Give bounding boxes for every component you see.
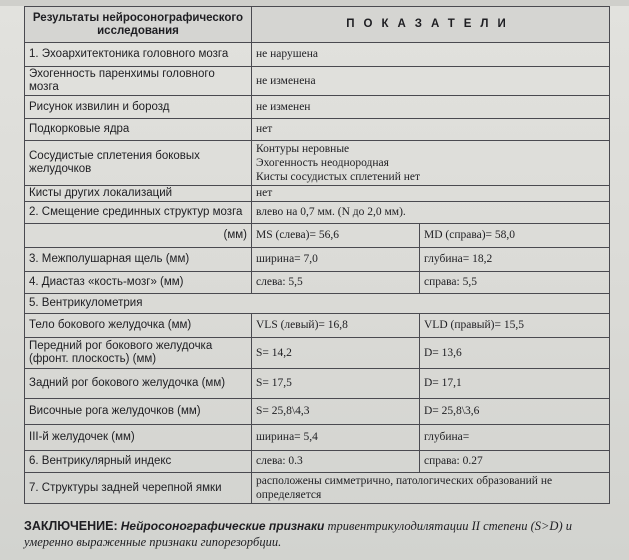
row-value-right: MD (справа)= 58,0 — [420, 224, 610, 248]
row-value-left: слева: 0.3 — [252, 451, 420, 473]
row-value: расположены симметрично, патологических образований не определяется — [252, 473, 610, 504]
table-row — [25, 96, 610, 119]
row-value: влево на 0,7 мм. (N до 2,0 мм). — [252, 202, 610, 224]
table-row — [25, 119, 610, 141]
neurosonography-results-table — [24, 6, 610, 504]
table-row — [25, 272, 610, 294]
row-value-left: VLS (левый)= 16,8 — [252, 314, 420, 338]
row-label: Передний рог бокового желудочка (фронт. плоскость) (мм) — [25, 338, 252, 369]
table-row — [25, 67, 610, 96]
row-label: 1. Эхоархитектоника головного мозга — [25, 43, 252, 67]
row-value-left: MS (слева)= 56,6 — [252, 224, 420, 248]
row-value-multiline — [252, 141, 610, 186]
row-label: Подкорковые ядра — [25, 119, 252, 141]
row-value-left: S= 25,8\4,3 — [252, 399, 420, 425]
row-value-right: VLD (правый)= 15,5 — [420, 314, 610, 338]
row-value: не нарушена — [252, 43, 610, 67]
table-row — [25, 369, 610, 399]
table-row — [25, 473, 610, 504]
row-label: III-й желудочек (мм) — [25, 425, 252, 451]
row-label: 2. Смещение срединных структур мозга — [25, 202, 252, 224]
row-value-left: ширина= 5,4 — [252, 425, 420, 451]
row-label: (мм) — [25, 224, 252, 248]
row-label: Кисты других локализаций — [25, 186, 252, 202]
table-row — [25, 314, 610, 338]
header-indicators-label: ПОКАЗАТЕЛИ — [252, 7, 610, 43]
row-label: 7. Структуры задней черепной ямки — [25, 473, 252, 504]
conclusion-text: тривентрикулодилятации II степени (S>D) и умеренно выраженные признаки гипорезорбции. — [24, 519, 572, 549]
table-row — [25, 451, 610, 473]
row-label: Тело бокового желудочка (мм) — [25, 314, 252, 338]
header-results-label: Результаты нейросонографического исследования — [25, 7, 252, 43]
row-value-right: глубина= 18,2 — [420, 248, 610, 272]
row-value-right: D= 13,6 — [420, 338, 610, 369]
row-value-left: ширина= 7,0 — [252, 248, 420, 272]
table-row — [25, 425, 610, 451]
value-line: Контуры неровные — [256, 143, 350, 155]
table-row — [25, 224, 610, 248]
table-row — [25, 186, 610, 202]
row-value-right: D= 25,8\3,6 — [420, 399, 610, 425]
table-row — [25, 294, 610, 314]
row-label: Височные рога желудочков (мм) — [25, 399, 252, 425]
row-value: не изменена — [252, 67, 610, 96]
value-line: Кисты сосудистых сплетений нет — [256, 171, 421, 183]
table-row — [25, 248, 610, 272]
table-row — [25, 338, 610, 369]
row-value-right: D= 17,1 — [420, 369, 610, 399]
table-header-row — [25, 7, 610, 43]
row-value-left: слева: 5,5 — [252, 272, 420, 294]
table-row — [25, 202, 610, 224]
row-label: 4. Диастаз «кость-мозг» (мм) — [25, 272, 252, 294]
conclusion-label: ЗАКЛЮЧЕНИЕ: — [24, 519, 118, 533]
row-label: Эхогенность паренхимы головного мозга — [25, 67, 252, 96]
row-label: 6. Вентрикулярный индекс — [25, 451, 252, 473]
row-label: 3. Межполушарная щель (мм) — [25, 248, 252, 272]
row-label: Рисунок извилин и борозд — [25, 96, 252, 119]
table-row — [25, 141, 610, 186]
row-value: не изменен — [252, 96, 610, 119]
row-value-right: глубина= — [420, 425, 610, 451]
table-row — [25, 43, 610, 67]
row-value: нет — [252, 186, 610, 202]
conclusion-emphasis: Нейросонографические признаки — [120, 519, 325, 533]
value-line: Эхогенность неоднородная — [256, 157, 389, 169]
row-label: Сосудистые сплетения боковых желудочков — [25, 141, 252, 186]
table-row — [25, 399, 610, 425]
section-label: 5. Вентрикулометрия — [25, 294, 610, 314]
row-label: Задний рог бокового желудочка (мм) — [25, 369, 252, 399]
row-value-left: S= 17,5 — [252, 369, 420, 399]
conclusion-paragraph — [24, 518, 614, 550]
row-value-right: справа: 0.27 — [420, 451, 610, 473]
row-value-left: S= 14,2 — [252, 338, 420, 369]
row-value: нет — [252, 119, 610, 141]
row-value-right: справа: 5,5 — [420, 272, 610, 294]
